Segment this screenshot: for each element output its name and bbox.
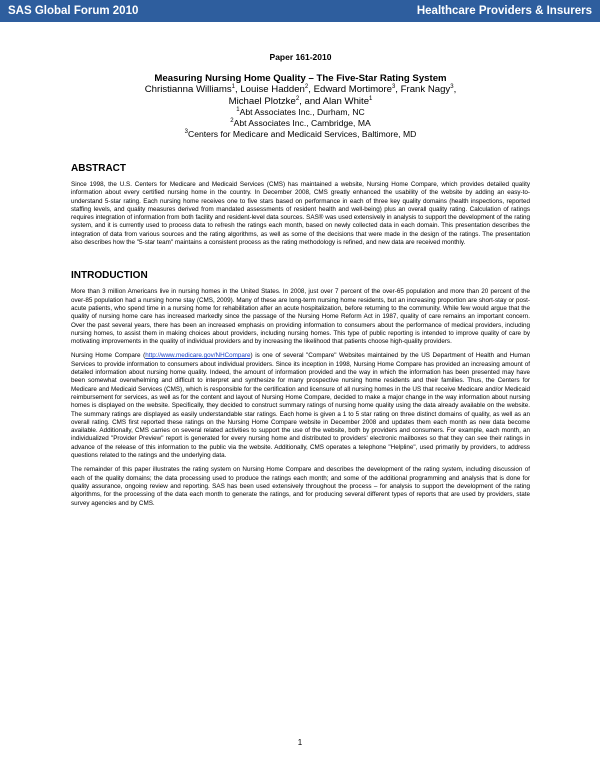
- paper-body: [71, 52, 530, 514]
- conference-name: SAS Global Forum 2010: [8, 5, 139, 17]
- intro-paragraph-2: Nursing Home Compare (http://www.medicare.gov/NHCompare) is one of several "Compare" Websites maintained by the US Department of Health and Human Services to provide information to consumers about individual providers. Since its inception in 1998, Nursing Home Compare has provided an increasing amount of detailed information about nursing home quality. Indeed, the amount of information provided and the way in which the information has been presented may have been somewhat overwhelming and difficult to interpret and synthesize for many prospective nursing home residents and their families. Thus, the Centers for Medicare and Medicaid Services (CMS), which is responsible for the certification and licensure of all nursing homes in the US that receive Medicare and/or Medicaid reimbursement for services, as well as for the content and layout of Nursing Home Compare, decided to make a major change in the way information about nursing homes is displayed on the website. Specifically, they decided to construct summary ratings of nursing home quality using the data already available on the website. The summary ratings are displayed as easily understandable star ratings. Each home is given a 1 to 5 star rating on three distinct domains of quality, as well as an overall rating. CMS first reported these ratings on the Nursing Home Compare website in December 2008 and updates them each month as new data become available. Additionally, CMS carries on several related activities to support the use of the website, both by providers and consumers. For example, each month, an individualized "Provider Preview" report is generated for every nursing home and distributed to providers' electronic mailboxes so that they can see their ratings in advance of the release of this information to the public via the website. Additionally, CMS operates a telephone "Helpline", used primarily by providers, to address questions related to the ratings and the underlying data.: [71, 352, 530, 460]
- affiliation: $^1$Abt Associates Inc., Durham, NC: [236, 107, 365, 117]
- author: Frank Nagy$^3$: [400, 83, 454, 95]
- affiliation: $^3$Centers for Medicare and Medicaid Services, Baltimore, MD: [184, 129, 417, 139]
- introduction-heading: INTRODUCTION: [71, 270, 148, 282]
- author: Alan White$^1$: [322, 95, 373, 107]
- affiliation: $^2$Abt Associates Inc., Cambridge, MA: [230, 118, 371, 128]
- author: Edward Mortimore$^3$: [313, 83, 396, 95]
- author-list: Christianna Williams$^1$, Louise Hadden$^2$, Edward Mortimore$^3$, Frank Nagy$^3$, Michael Plotzke$^2$, and Alan White$^1$: [144, 83, 457, 107]
- paper-number: Paper 161-2010: [269, 52, 332, 62]
- conference-section: Healthcare Providers & Insurers: [416, 5, 592, 17]
- intro-paragraph-3: The remainder of this paper illustrates the rating system on Nursing Home Compare and describes the development of the rating system, including discussion of each of the quality domains; the data processing used to produce the ratings each month; and some of the additional programming and analysis that is done for quality assurance, ongoing review and reporting. SAS has been used extensively throughout the process – for analysis to support the development of the rating algorithms, for the processing of the data each month to generate the ratings, and for producing several different types of reports that are used by providers, state survey agencies and by CMS.: [71, 466, 530, 507]
- author: Christianna Williams$^1$: [144, 83, 235, 95]
- intro-paragraph-1: More than 3 million Americans live in nursing homes in the United States. In 2008, just over 7 percent of the over-65 population and more than 20 percent of the over-85 population had a nursing home stay (CMS, 2009). Many of these are long-term nursing home residents, but an increasing proportion are short-stay or post-acute patients, who spend time in a nursing home for rehabilitation after an acute hospitalization, before returning to the community. While few would argue that the quality of nursing home care has increased markedly since the passage of the Nursing Home Reform Act in 1987, quality of care remains an important concern. Over the past several years, there has been an increased emphasis on providing information to consumers about the performance of medical providers, including nursing homes, to assist them in making choices about providers, including nursing homes. This type of public reporting is intended to improve quality of care by motivating improvements in the quality of individual providers and by increasing the likelihood that patients choose high-quality providers.: [71, 288, 530, 346]
- abstract-heading: ABSTRACT: [71, 163, 126, 174]
- author: Michael Plotzke$^2$: [228, 95, 300, 107]
- abstract-paragraph: Since 1998, the U.S. Centers for Medicare and Medicaid Services (CMS) has maintained a website, Nursing Home Compare, which provides detailed quality information about every certified nursing home in the country. In December 2008, CMS greatly enhanced the usability of the website by adding an easy-to-understand 5-star rating. Each nursing home receives one to five stars based on performance in each of three key quality domains (health inspections, reported staffing levels, and quality measures derived from mandated assessments of resident health and well-being) plus an overall quality rating. Calculation of ratings requires integration of information from both facility and resident-level data sources. SAS® was used extensively in analysis to support the development of the rating system, and it is currently used to process data to refresh the ratings each month, based on newly collected data in each domain. This presentation describes the integration of data from various sources and the rating algorithms, as well as some of the decisions that were made in the design of the ratings. The presentation also describes how the "5-star team" maintains a consistent process as the rating methodology is refined, and new data are received monthly.: [71, 181, 530, 247]
- author: Louise Hadden$^2$: [240, 83, 309, 95]
- conference-header-bar: [0, 0, 600, 22]
- nursing-home-compare-link[interactable]: http://www.medicare.gov/NHCompare: [145, 352, 251, 360]
- paper-title: Measuring Nursing Home Quality – The Five-Star Rating System: [154, 73, 447, 84]
- page-number: 1: [297, 738, 303, 747]
